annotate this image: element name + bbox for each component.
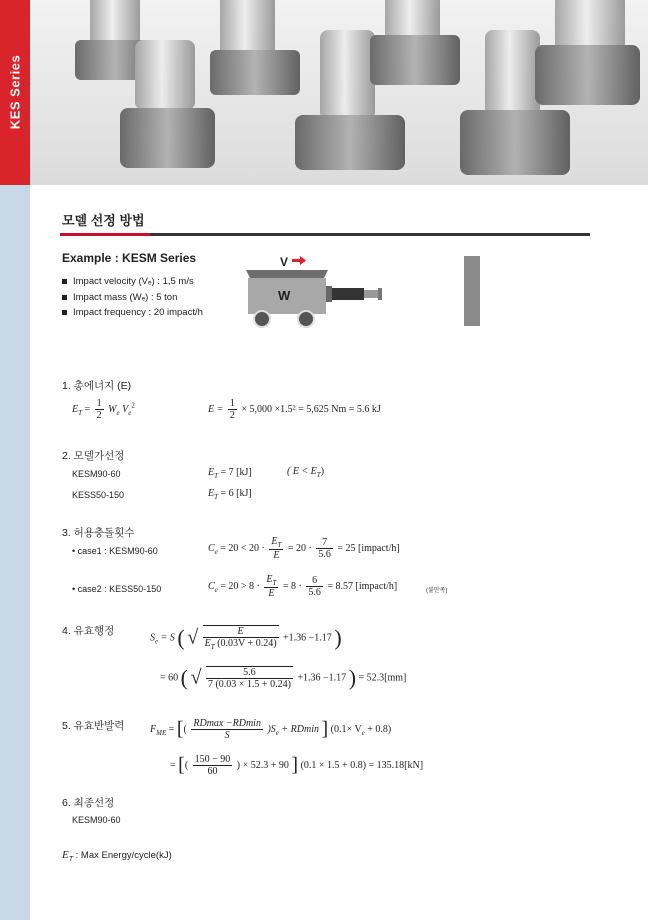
spec-impact-mass: Impact mass (Wₑ) : 5 ton [62,290,203,306]
arrow-head-icon [300,256,306,265]
section-4-title: 4. 유효행정 [62,625,115,637]
velocity-arrow-icon [292,259,301,262]
impact-diagram [240,250,490,332]
case1-label: • case1 : KESM90-60 [72,546,158,556]
cart-diagram [240,250,490,332]
model-kess50-150: KESS50-150 [72,490,125,500]
example-title: Example : KESM Series [62,251,197,265]
footnote: $E_T$ : Max Energy/cycle(kJ) [62,849,172,863]
series-label: KES Series [7,54,23,130]
cart-top [246,270,328,278]
formula-case1: $C_e = 20 < 20$ · $\frac{E_T}{E}$ = 20 · $\frac{7}{5.6}$ = 25 [impact/h] [208,536,400,561]
heading-rule-accent [60,233,150,236]
sidebar-red-block [0,0,30,185]
cart-wheel-right [298,311,314,327]
weight-label: W [278,288,291,303]
shock-absorber-photo [30,0,648,185]
energy-condition: ( $E < E_T$) [287,466,325,479]
cart-wheel-left [254,311,270,327]
heading-rule [150,233,590,236]
case2-label: • case2 : KESS50-150 [72,584,162,594]
absorber-body [332,288,364,300]
final-model: KESM90-60 [72,815,121,825]
section-2-title: 2. 모델가선정 [62,450,125,462]
formula-case2: $C_e = 20 > 8$ · $\frac{E_T}{E}$ = 8 · $\frac{6}{5.6}$ = 8.57 [impact/h] [208,574,398,599]
formula-reaction-calc: = [( $\frac{150 - 90}{60}$ ) × 52.3 + 90 ] (0.1 × 1.5 + 0.8) = 135.18[kN] [170,754,424,777]
formula-stroke: $S_e = S$ ( √ $\frac{E}{E_T (0.03V + 0.24)}$ +1.36 −1.17 ) [150,625,342,651]
formula-reaction-force: $F_{ME}$ = [( $\frac{RDmax -RDmin}{S}$ )$S_e + RDmin$ ] $(0.1\times V_e + 0.8)$ [150,718,392,741]
section-6-title: 6. 최종선정 [62,797,115,809]
energy-kesm: $E_T = 7$ [kJ] [208,467,252,480]
example-spec-list [62,274,203,321]
energy-kess: $E_T = 6$ [kJ] [208,488,252,501]
absorber-mount [326,286,332,302]
formula-total-energy: $E_T$ = $\frac{1}{2}$ $W_e$ $V_e^2$ [72,398,135,421]
section-5-title: 5. 유효반발력 [62,720,125,732]
model-kesm90-60: KESM90-60 [72,469,121,479]
wall-stopper [464,256,480,326]
case2-note: (불만족) [426,588,448,594]
spec-impact-velocity: Impact velocity (Vₑ) : 1,5 m/s [62,274,203,290]
velocity-label: V [280,255,289,269]
page-heading: 모델 선정 방법 [62,213,145,228]
hero-product-photo [30,0,648,185]
spec-impact-frequency: Impact frequency : 20 impact/h [62,305,203,321]
section-3-title: 3. 허용충돌횟수 [62,527,135,539]
absorber-tip [378,288,382,300]
absorber-rod [364,290,380,298]
formula-stroke-calc: = 60 ( √ $\frac{5.6}{7 (0.03 \times 1.5 + 0.24)}$ +1.36 −1.17 ) = 52.3[mm] [160,665,407,690]
section-1-title: 1. 총에너지 (E) [62,380,132,392]
formula-energy-calc: E = $\frac{1}{2}$ × 5,000 ×1.5² = 5,625 Nm = 5.6 kJ [208,398,381,421]
